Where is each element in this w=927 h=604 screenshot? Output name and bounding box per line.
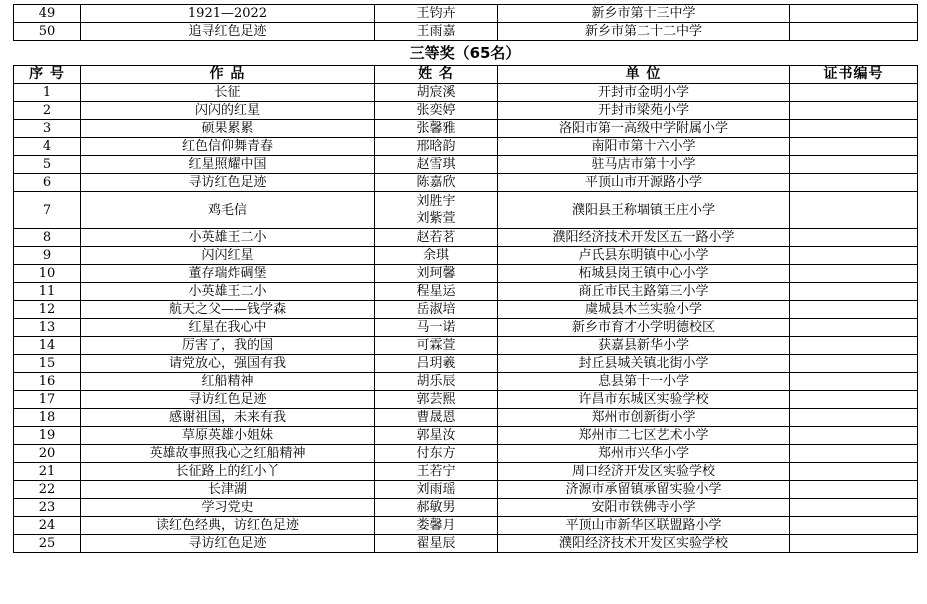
cell-no: 17 [14,391,81,409]
cell-no: 9 [14,247,81,265]
cell-name: 王钧卉 [375,5,498,23]
cell-name [375,283,498,301]
person-name: 刘胜宇 [416,194,456,209]
cell-unit: 郑州市二七区艺术小学 [498,427,790,445]
person-name: 娄馨月 [416,518,456,533]
header-cert: 证书编号 [790,66,918,84]
person-name: 刘雨瑶 [416,482,456,497]
cell-cert [790,409,918,427]
cell-work: 感谢祖国，未来有我 [81,409,375,427]
table-row [14,319,918,337]
cell-name [375,265,498,283]
cell-cert [790,499,918,517]
cell-unit: 安阳市铁佛寺小学 [498,499,790,517]
table-row [14,84,918,102]
person-name: 余琪 [422,248,449,263]
table-row [14,463,918,481]
cell-work: 寻访红色足迹 [81,391,375,409]
table-header-row [14,66,918,84]
table-row [14,391,918,409]
cell-unit: 郑州市创新街小学 [498,409,790,427]
cell-work: 长津湖 [81,481,375,499]
cell-cert [790,229,918,247]
cell-no: 20 [14,445,81,463]
cell-name [375,192,498,229]
cell-name [375,517,498,535]
cell-name [375,337,498,355]
cell-work: 红船精神 [81,373,375,391]
cell-no: 49 [14,5,81,23]
cell-work: 小英雄王二小 [81,283,375,301]
cell-unit: 许昌市东城区实验学校 [498,391,790,409]
person-name: 张奕婷 [416,103,456,118]
header-work: 作 品 [81,66,375,84]
cell-cert [790,23,918,41]
cell-cert [790,427,918,445]
cell-name [375,229,498,247]
table-row [14,355,918,373]
cell-name [375,481,498,499]
cell-cert [790,174,918,192]
person-name: 赵雪琪 [416,157,456,172]
cell-work: 寻访红色足迹 [81,174,375,192]
cell-cert [790,156,918,174]
cell-no: 2 [14,102,81,120]
cell-cert [790,192,918,229]
cell-no: 11 [14,283,81,301]
table-row [14,102,918,120]
cell-cert [790,84,918,102]
cell-work: 长征 [81,84,375,102]
table-row [14,229,918,247]
cell-work: 硕果累累 [81,120,375,138]
cell-unit: 息县第十一小学 [498,373,790,391]
cell-name: 王雨嘉 [375,23,498,41]
table-row [14,283,918,301]
cell-unit: 新乡市育才小学明德校区 [498,319,790,337]
person-name: 胡乐辰 [416,374,456,389]
person-name: 马一诺 [416,320,456,335]
table-row [14,301,918,319]
cell-no: 7 [14,192,81,229]
cell-no: 15 [14,355,81,373]
cell-cert [790,247,918,265]
cell-work: 闪闪红星 [81,247,375,265]
cell-name [375,84,498,102]
header-unit: 单 位 [498,66,790,84]
table-row [14,138,918,156]
cell-unit: 济源市承留镇承留实验小学 [498,481,790,499]
cell-no: 13 [14,319,81,337]
cell-name [375,174,498,192]
table-row [14,409,918,427]
cell-name [375,319,498,337]
cell-no: 6 [14,174,81,192]
cell-work: 追寻红色足迹 [81,23,375,41]
cell-cert [790,463,918,481]
cell-cert [790,265,918,283]
person-name: 陈嘉欣 [416,175,456,190]
cell-no: 16 [14,373,81,391]
person-name: 张馨雅 [416,121,456,136]
cell-unit: 周口经济开发区实验学校 [498,463,790,481]
cell-name [375,409,498,427]
cell-unit: 南阳市第十六小学 [498,138,790,156]
cell-unit: 虞城县木兰实验小学 [498,301,790,319]
section-title: 三等奖（65名） [409,44,521,62]
cell-name [375,499,498,517]
person-name: 邢晗韵 [416,139,456,154]
cell-cert [790,373,918,391]
person-name: 郭芸熙 [416,392,456,407]
cell-unit: 封丘县城关镇北街小学 [498,355,790,373]
cell-cert [790,138,918,156]
cell-work: 红星在我心中 [81,319,375,337]
cell-name [375,301,498,319]
cell-unit: 新乡市第十三中学 [498,5,790,23]
cell-cert [790,319,918,337]
cell-work: 请党放心，强国有我 [81,355,375,373]
cell-no: 24 [14,517,81,535]
cell-work: 学习党史 [81,499,375,517]
cell-name [375,427,498,445]
cell-name [375,355,498,373]
person-name: 郭星汝 [416,428,456,443]
cell-work: 长征路上的红小丫 [81,463,375,481]
cell-unit: 濮阳经济技术开发区五一路小学 [498,229,790,247]
cell-name [375,445,498,463]
cell-work: 鸡毛信 [81,192,375,229]
cell-unit: 开封市梁苑小学 [498,102,790,120]
cell-no: 19 [14,427,81,445]
cell-name [375,463,498,481]
cell-cert [790,445,918,463]
cell-no: 4 [14,138,81,156]
cell-no: 50 [14,23,81,41]
table-row [14,535,918,553]
cell-name [375,120,498,138]
person-name: 刘珂馨 [416,266,456,281]
cell-work: 小英雄王二小 [81,229,375,247]
cell-cert [790,102,918,120]
cell-name [375,391,498,409]
cell-cert [790,535,918,553]
cell-work: 读红色经典，访红色足迹 [81,517,375,535]
cell-name [375,156,498,174]
person-name: 吕玥羲 [416,356,456,371]
table-row [14,517,918,535]
cell-no: 5 [14,156,81,174]
table-row [14,481,918,499]
cell-cert [790,481,918,499]
cell-unit: 商丘市民主路第三小学 [498,283,790,301]
table-row [14,174,918,192]
person-name: 付东方 [416,446,456,461]
table-row [14,120,918,138]
cell-unit: 平顶山市开源路小学 [498,174,790,192]
cell-unit: 获嘉县新华小学 [498,337,790,355]
cell-unit: 濮阳县王称堌镇王庄小学 [498,192,790,229]
table-row [14,247,918,265]
person-name: 赵若茗 [416,230,456,245]
cell-name [375,138,498,156]
cell-no: 10 [14,265,81,283]
cell-cert [790,337,918,355]
cell-work: 寻访红色足迹 [81,535,375,553]
table-row [14,445,918,463]
table-row [14,192,918,229]
cell-no: 14 [14,337,81,355]
cell-work: 红星照耀中国 [81,156,375,174]
cell-name [375,535,498,553]
cell-unit: 洛阳市第一高级中学附属小学 [498,120,790,138]
cell-unit: 开封市金明小学 [498,84,790,102]
cell-cert [790,5,918,23]
table-row [14,427,918,445]
table-row [14,265,918,283]
cell-work: 1921—2022 [81,5,375,23]
cell-cert [790,120,918,138]
table-row [14,5,918,23]
cell-no: 8 [14,229,81,247]
cell-cert [790,301,918,319]
cell-unit: 郑州市兴华小学 [498,445,790,463]
table-row [14,373,918,391]
cell-name [375,102,498,120]
cell-unit: 濮阳经济技术开发区实验学校 [498,535,790,553]
second-prize-tail-table [13,4,918,41]
cell-work: 红色信仰舞青春 [81,138,375,156]
cell-unit: 新乡市第二十二中学 [498,23,790,41]
person-name: 郝敏男 [416,500,456,515]
table-row [14,156,918,174]
table-row [14,337,918,355]
cell-work: 厉害了，我的国 [81,337,375,355]
cell-work: 闪闪的红星 [81,102,375,120]
cell-work: 董存瑞炸碉堡 [81,265,375,283]
person-name: 刘紫萱 [416,211,456,226]
document-page [13,4,917,553]
cell-unit: 卢氏县东明镇中心小学 [498,247,790,265]
person-name: 岳淑培 [416,302,456,317]
person-name: 王若宁 [416,464,456,479]
person-name: 翟星辰 [416,536,456,551]
cell-cert [790,283,918,301]
cell-no: 25 [14,535,81,553]
cell-name [375,373,498,391]
cell-cert [790,355,918,373]
header-name: 姓 名 [375,66,498,84]
cell-no: 21 [14,463,81,481]
third-prize-table [13,65,918,553]
cell-unit: 驻马店市第十小学 [498,156,790,174]
cell-work: 航天之父——钱学森 [81,301,375,319]
table-row [14,23,918,41]
cell-work: 草原英雄小姐妹 [81,427,375,445]
table-row [14,499,918,517]
cell-unit: 平顶山市新华区联盟路小学 [498,517,790,535]
cell-unit: 柘城县岗王镇中心小学 [498,265,790,283]
cell-cert [790,391,918,409]
cell-no: 3 [14,120,81,138]
table-body [14,84,918,553]
cell-no: 18 [14,409,81,427]
cell-no: 22 [14,481,81,499]
person-name: 可霖萱 [416,338,456,353]
header-no: 序 号 [14,66,81,84]
person-name: 胡宸溪 [416,85,456,100]
cell-cert [790,517,918,535]
cell-name [375,247,498,265]
cell-no: 1 [14,84,81,102]
cell-work: 英雄故事照我心之红船精神 [81,445,375,463]
person-name: 程星运 [416,284,456,299]
cell-no: 23 [14,499,81,517]
cell-no: 12 [14,301,81,319]
person-name: 曹晟恩 [416,410,456,425]
